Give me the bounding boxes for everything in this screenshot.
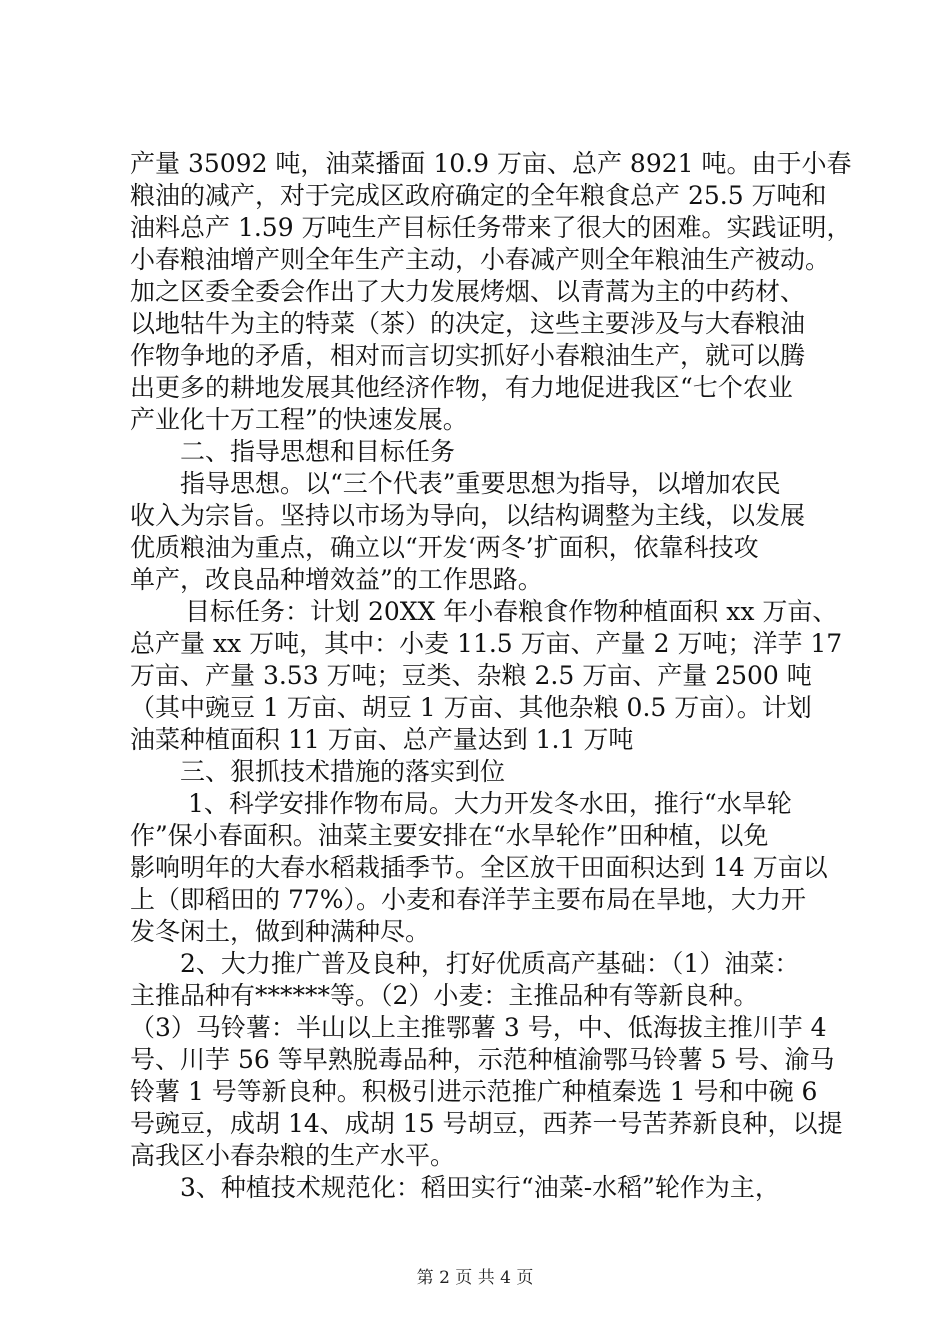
- text-line: 总产量 xx 万吨，其中：小麦 11.5 万亩、产量 2 万吨；洋芋 17: [130, 629, 843, 658]
- text-line: 2、大力推广普及良种，打好优质高产基础：（1）油菜：: [180, 949, 800, 978]
- text-line: 以地牯牛为主的特菜（茶）的决定，这些主要涉及与大春粮油: [130, 309, 806, 338]
- text-line: 作”保小春面积。油菜主要安排在“水旱轮作”田种植，以免: [130, 821, 769, 850]
- text-line: 影响明年的大春水稻栽插季节。全区放干田面积达到 14 万亩以: [130, 853, 828, 882]
- text-line: 加之区委全委会作出了大力发展烤烟、以青蒿为主的中药材、: [130, 277, 806, 306]
- text-line: 小春粮油增产则全年生产主动，小春减产则全年粮油生产被动。: [130, 245, 831, 274]
- text-line: 产业化十万工程”的快速发展。: [130, 405, 468, 434]
- text-line: 出更多的耕地发展其他经济作物，有力地促进我区“七个农业: [130, 373, 793, 402]
- text-line: （3）马铃薯：半山以上主推鄂薯 3 号，中、低海拔主推川芋 4: [130, 1013, 827, 1042]
- text-line: 号豌豆，成胡 14、成胡 15 号胡豆，西荞一号苦荞新良种，以提: [130, 1109, 843, 1138]
- text-line: 上（即稻田的 77%）。小麦和春洋芋主要布局在旱地，大力开: [130, 885, 807, 914]
- text-line: 高我区小春杂粮的生产水平。: [130, 1141, 456, 1170]
- document-body: [130, 148, 852, 1204]
- text-line: 油料总产 1.59 万吨生产目标任务带来了很大的困难。实践证明，: [130, 213, 852, 242]
- text-line: 1、科学安排作物布局。大力开发冬水田，推行“水旱轮: [188, 789, 792, 818]
- section-heading: 二、指导思想和目标任务: [180, 437, 456, 466]
- text-line: 铃薯 1 号等新良种。积极引进示范推广种植秦选 1 号和中碗 6: [130, 1077, 818, 1106]
- text-line: 目标任务：计划 20XX 年小春粮食作物种植面积 xx 万亩、: [185, 597, 838, 626]
- text-line: 产量 35092 吨，油菜播面 10.9 万亩、总产 8921 吨。由于小春: [130, 149, 852, 178]
- text-line: 万亩、产量 3.53 万吨；豆类、杂粮 2.5 万亩、产量 2500 吨: [130, 661, 812, 690]
- text-line: （其中豌豆 1 万亩、胡豆 1 万亩、其他杂粮 0.5 万亩）。计划: [130, 693, 812, 722]
- text-line: 单产，改良品种增效益”的工作思路。: [130, 565, 543, 594]
- text-line: 油菜种植面积 11 万亩、总产量达到 1.1 万吨: [130, 725, 634, 754]
- text-line: 粮油的减产，对于完成区政府确定的全年粮食总产 25.5 万吨和: [130, 181, 827, 210]
- text-line: 3、种植技术规范化：稻田实行“油菜-水稻”轮作为主，: [180, 1173, 780, 1202]
- text-line: 优质粮油为重点，确立以“开发‘两冬’扩面积，依靠科技攻: [130, 533, 759, 562]
- text-line: 发冬闲土，做到种满种尽。: [130, 917, 431, 946]
- text-line: 作物争地的矛盾，相对而言切实抓好小春粮油生产，就可以腾: [130, 341, 806, 370]
- text-line: 收入为宗旨。坚持以市场为导向，以结构调整为主线，以发展: [130, 501, 806, 530]
- page-number: 第 2 页 共 4 页: [416, 1268, 534, 1288]
- section-heading: 三、狠抓技术措施的落实到位: [180, 757, 506, 786]
- text-line: 指导思想。以“三个代表”重要思想为指导，以增加农民: [180, 469, 781, 498]
- text-line: 号、川芋 56 等早熟脱毒品种，示范种植渝鄂马铃薯 5 号、渝马: [130, 1045, 835, 1074]
- text-line: 主推品种有******等。（2）小麦：主推品种有等新良种。: [130, 981, 759, 1010]
